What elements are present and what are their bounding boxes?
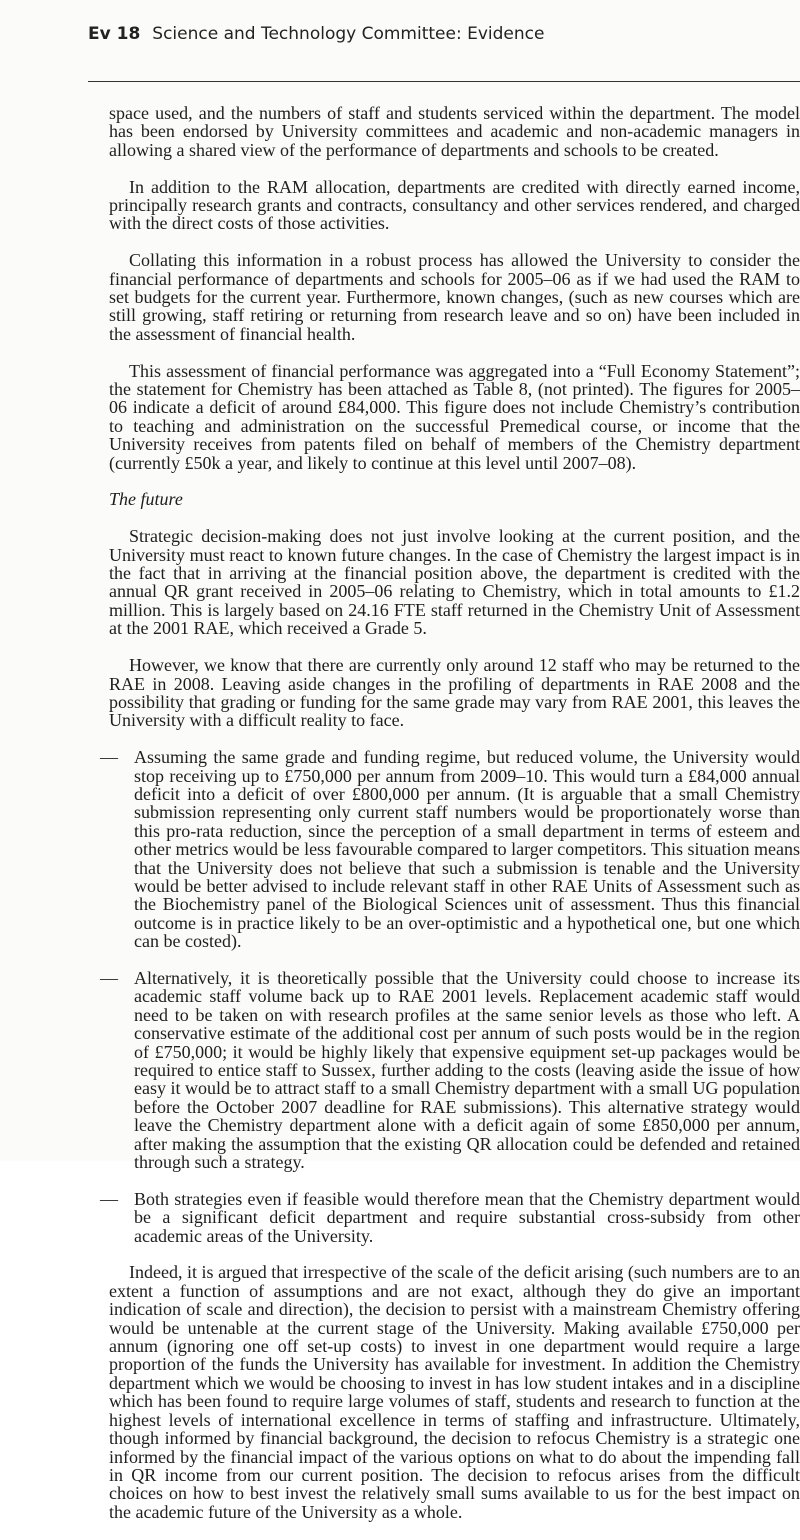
document-body (100, 103, 800, 1540)
paragraph-continued: space used, and the numbers of staff and students serviced within the department. The model has been endorsed by University committees and academic and non-academic managers in allowing a shared view of the performance of departments and schools to be created. (109, 103, 800, 160)
paragraph: Indeed, it is argued that irrespective of the scale of the deficit arising (such numbers are to an extent a function of assumptions and are not exact, although they do give an important indication of scale and direction), the decision to persist with a mainstream Chemistry offering would be untenable at the current stage of the University. Making available £750,000 per annum (ignoring one off set-up costs) to invest in one department would require a large proportion of the funds the University has available for investment. In addition the Chemistry department which we would be choosing to invest in has low student intakes and in a discipline which has been found to require large volumes of staff, students and research to function at the highest levels of international excellence in terms of staffing and infrastructure. Ultimately, though informed by financial background, the decision to refocus Chemistry is a strategic one informed by the financial impact of the various options on what to do about the impending fall in QR income from our current position. The decision to refocus arises from the difficult choices on how to best invest the relatively small sums available to us for the best impact on the academic future of the University as a whole. (109, 1262, 800, 1522)
dash-marker: — (100, 967, 118, 988)
bullet-text: Alternatively, it is theoretically possible that the University could choose to increase its academic staff volume back up to RAE 2001 levels. Replacement academic staff would need to be taken on with research profiles at the same senior levels as those who left. A conservative estimate of the additional cost per annum of such posts would be in the region of £750,000; it would be highly likely that expensive equipment set-up packages would be required to entice staff to Sussex, further adding to the costs (leaving aside the issue of how easy it would be to attract staff to a small Chemistry department with a small UG population before the October 2007 deadline for RAE submissions). This alternative strategy would leave the Chemistry department alone with a deficit again of some £850,000 per annum, after making the assumption that the existing QR allocation could be defended and retained through such a strategy. (134, 967, 800, 1173)
bullet-item (100, 1188, 800, 1246)
dash-marker: — (100, 747, 118, 768)
header-rule (88, 81, 800, 82)
bullet-list (100, 747, 800, 1246)
bullet-text: Assuming the same grade and funding regime, but reduced volume, the University would stop receiving up to £750,000 per annum from 2009–10. This would turn a £84,000 annual deficit into a deficit of over £800,000 per annum. (It is arguable that a small Chemistry submission representing only current staff numbers would be proportionately worse than this pro-rata reduction, since the perception of a small department in terms of esteem and other metrics would be less favourable compared to larger competitors. This situation means that the University does not believe that such a submission is tenable and the University would be better advised to include relevant staff in other RAE Units of Assessment such as the Biochemistry panel of the Biological Sciences unit of assessment. Thus this financial outcome is in practice likely to be an over-optimistic and a hypothetical one, but one which can be costed). (134, 747, 800, 952)
bullet-item (100, 967, 800, 1173)
bullet-item (100, 747, 800, 952)
paragraph: Strategic decision-making does not just involve looking at the current position, and the University must react to known future changes. In the case of Chemistry the largest impact is in the fact that in arriving at the financial position above, the department is credited with the annual QR grant received in 2005–06 relating to Chemistry, which in total amounts to £1.2 million. This is largely based on 24.16 FTE staff returned in the Chemistry Unit of Assessment at the 2001 RAE, which received a Grade 5. (109, 526, 800, 639)
paragraph: In addition to the RAM allocation, departments are credited with directly earned income, principally research grants and contracts, consultancy and other services rendered, and charged with the direct costs of those activities. (109, 176, 800, 234)
paragraph: However, we know that there are currently only around 12 staff who may be returned to the RAE in 2008. Leaving aside changes in the profiling of departments in RAE 2008 and the possibility that grading or funding for the same grade may vary from RAE 2001, this leaves the University with a difficult reality to face. (109, 655, 800, 731)
running-header (88, 24, 544, 44)
section-heading: The future (109, 489, 183, 510)
paragraph: Collating this information in a robust process has allowed the University to consider the financial performance of departments and schools for 2005–06 as if we had used the RAM to set budgets for the current year. Furthermore, known changes, (such as new courses which are still growing, staff retiring or returning from research leave and so on) have been included in the assessment of financial health. (109, 250, 800, 344)
dash-marker: — (100, 1188, 118, 1209)
bullet-text: Both strategies even if feasible would therefore mean that the Chemistry department would be a significant deficit department and require substantial cross-subsidy from other academic areas of the University. (134, 1188, 800, 1246)
publication-title: Science and Technology Committee: Evidence (152, 24, 545, 44)
paragraph: This assessment of financial performance was aggregated into a “Full Economy Statement”; the statement for Chemistry has been attached as Table 8, (not printed). The figures for 2005–06 indicate a deficit of around £84,000. This figure does not include Chemistry’s contribution to teaching and administration on the successful Premedical course, or income that the University receives from patents filed on behalf of members of the Chemistry department (currently £50k a year, and likely to continue at this level until 2007–08). (109, 360, 800, 473)
page-number: Ev 18 (88, 24, 141, 44)
